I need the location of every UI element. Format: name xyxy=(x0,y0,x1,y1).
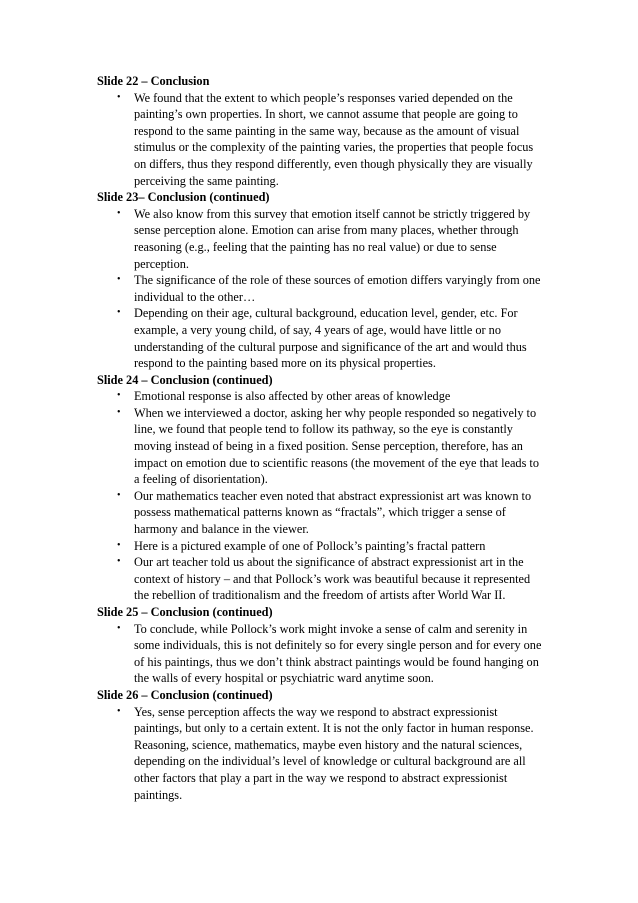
section-slide-24 xyxy=(97,372,547,604)
section-heading: Slide 26 – Conclusion (continued) xyxy=(97,687,273,702)
list-item xyxy=(97,621,547,687)
document-page xyxy=(97,73,547,803)
list-item-text: To conclude, while Pollock’s work might invoke a sense of calm and serenity in some individuals, this is not definitely so for every single person and for every one of his paintings, thus we don’t think abstract paintings would be found hanging on the walls of every hospital or psychiatric ward anytime soon. xyxy=(134,621,542,686)
bullet-icon: • xyxy=(117,556,121,568)
list-item xyxy=(97,538,547,555)
list-item xyxy=(97,206,547,272)
bullet-icon: • xyxy=(117,274,121,286)
list-item-text: Depending on their age, cultural background, education level, gender, etc. For example, a very young child, of say, 4 years of age, would have little or no understanding of the cultural purpose and significance of the art and would thus respond to the painting based more on its physical properties. xyxy=(134,306,527,371)
list-item xyxy=(97,554,547,604)
bullet-icon: • xyxy=(117,406,121,418)
list-item xyxy=(97,272,547,305)
list-item-text: We found that the extent to which people’s responses varied depended on the painting’s own properties. In short, we cannot assume that people are going to respond to the same painting in the same way, because as the amount of visual stimulus or the complexity of the painting varies, the properties that people focus on differs, thus they respond differently, even though physically they are visually perceiving the same painting. xyxy=(134,90,534,188)
list-item xyxy=(97,388,547,405)
section-slide-23 xyxy=(97,189,547,372)
bullet-icon: • xyxy=(117,539,121,551)
list-item xyxy=(97,305,547,371)
list-item-text: Here is a pictured example of one of Pollock’s painting’s fractal pattern xyxy=(134,538,486,553)
bullet-list xyxy=(97,704,547,804)
list-item-text: Emotional response is also affected by other areas of knowledge xyxy=(134,389,451,404)
list-item xyxy=(97,405,547,488)
bullet-list xyxy=(97,621,547,687)
section-heading: Slide 25 – Conclusion (continued) xyxy=(97,605,273,619)
bullet-list xyxy=(97,388,547,604)
bullet-icon: • xyxy=(117,307,121,319)
section-heading: Slide 22 – Conclusion xyxy=(97,74,210,88)
list-item xyxy=(97,488,547,538)
bullet-icon: • xyxy=(117,489,121,501)
bullet-list xyxy=(97,206,547,372)
list-item-text: When we interviewed a doctor, asking her why people responded so negatively to line, we found that people tend to follow its pathway, so the eye is constantly moving instead of being in a fixed position. Sense perception, therefore, has an impact on emotion due to scientific reasons (the movement of the eye that leads to a feeling of disorientation). xyxy=(134,405,539,487)
section-heading: Slide 23– Conclusion (continued) xyxy=(97,190,270,205)
bullet-icon: • xyxy=(117,622,121,634)
section-slide-22 xyxy=(97,73,547,189)
list-item xyxy=(97,704,547,804)
list-item-text: We also know from this survey that emotion itself cannot be strictly triggered by sense perception alone. Emotion can arise from many places, whether through reasoning (e.g., feeling that the painting has no real value) or due to sense perception. xyxy=(134,206,531,271)
bullet-icon: • xyxy=(117,207,121,219)
list-item-text: Yes, sense perception affects the way we respond to abstract expressionist paintings, but only to a certain extent. It is not the only factor in human response. Reasoning, science, mathematics, maybe even history and the natural sciences, depending on the individual’s level of knowledge or cultural background are all other factors that play a part in the way we respond to abstract expressionist paintings. xyxy=(134,704,534,802)
section-heading: Slide 24 – Conclusion (continued) xyxy=(97,372,273,387)
section-slide-25 xyxy=(97,604,547,687)
bullet-icon: • xyxy=(117,705,121,717)
list-item-text: Our mathematics teacher even noted that abstract expressionist art was known to possess mathematical patterns known as “fractals”, which trigger a sense of harmony and balance in the viewer. xyxy=(134,488,532,537)
bullet-icon: • xyxy=(117,390,121,402)
list-item-text: Our art teacher told us about the significance of abstract expressionist art in the context of history – and that Pollock’s work was beautiful because it represented the rebellion of traditionalism and the freedom of artists after World War II. xyxy=(134,555,531,603)
bullet-icon: • xyxy=(117,91,121,103)
list-item xyxy=(97,90,547,190)
section-slide-26 xyxy=(97,687,547,803)
bullet-list xyxy=(97,90,547,190)
list-item-text: The significance of the role of these sources of emotion differs varyingly from one individual to the other… xyxy=(134,273,541,304)
